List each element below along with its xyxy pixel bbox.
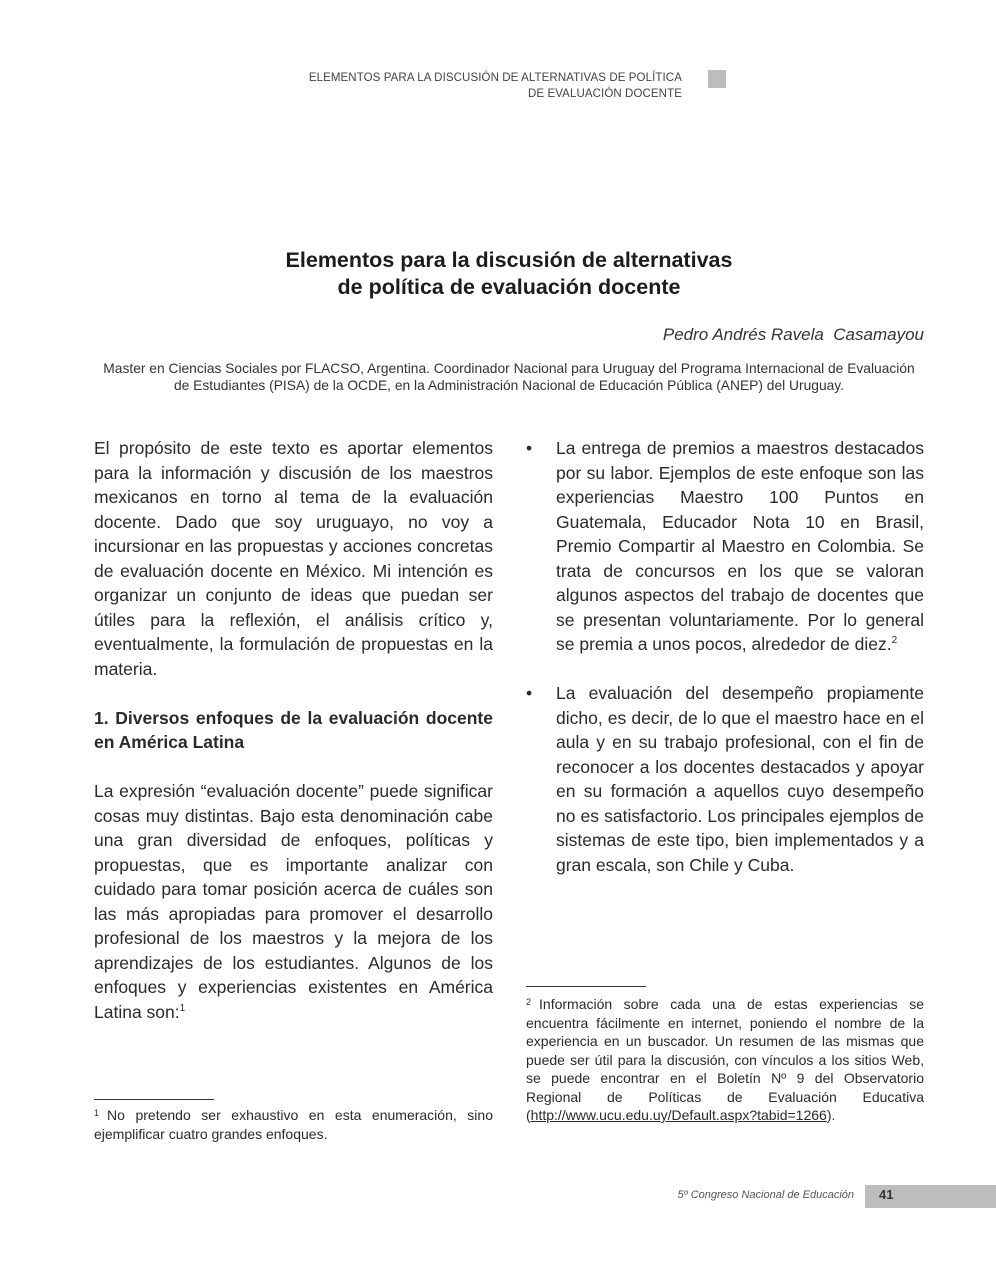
bullet-point: •	[526, 438, 533, 458]
page-number: 41	[879, 1187, 894, 1202]
footnote-ref-1[interactable]: 1	[179, 1002, 186, 1014]
author-name: Pedro Andrés Ravela Casamayou	[662, 325, 924, 344]
list-item	[526, 436, 924, 657]
list-item-text: La evaluación del desempeño propiamente dicho, es decir, de lo que el maestro hace en el aula y en su trabajo profesional, con el fin de reconocer a los docentes destacados y apoyar en su formación a aquellos cuyo desempeño no es satisfactorio. Los principales ejemplos de sistemas de este tipo, bien implementados y a gran escala, son Chile y Cuba.	[556, 683, 924, 875]
footnote-1-text: No pretendo ser exhaustivo en esta enumeración, sino ejemplificar cuatro grandes enfoques.	[94, 1107, 493, 1142]
header-square-decoration	[708, 70, 726, 88]
footnote-divider	[526, 986, 646, 987]
article-title	[94, 247, 924, 301]
footnote-2-mark: 2	[526, 997, 532, 1007]
footnote-1	[94, 1104, 493, 1143]
running-header-line1: ELEMENTOS PARA LA DISCUSIÓN DE ALTERNATIVAS DE POLÍTICA	[308, 72, 682, 84]
author-affiliation: Master en Ciencias Sociales por FLACSO, Argentina. Coordinador Nacional para Uruguay del Programa Internacional de Evaluación de Estudiantes (PISA) de la OCDE, en la Administración Nacional de Educación Pública (ANEP) del Uruguay.	[103, 361, 915, 393]
left-column	[94, 436, 493, 1024]
intro-paragraph: El propósito de este texto es aportar elementos para la información y discusión de los maestros mexicanos en torno al tema de la evaluación docente. Dado que soy uruguayo, no voy a incursionar en las propuestas y acciones concretas de evaluación docente en México. Mi intención es organizar un conjunto de ideas que puedan ser útiles para la reflexión, el análisis crítico y, eventualmente, la formulación de propuestas en la materia.	[94, 438, 493, 679]
section-heading: 1. Diversos enfoques de la evaluación docente en América Latina	[94, 707, 493, 752]
footnote-2-text: Información sobre cada una de estas experiencias se encuentra fácilmente en internet, poniendo el nombre de la experiencia en un buscador. Un resumen de las mismas que puede ser útil para la discusión, con vínculos a los sitios Web, se puede encontrar en el Boletín Nº 9 del Observatorio Regional de Políticas de Evaluación Educativa (	[526, 996, 924, 1123]
article-title-line2: de política de evaluación docente	[337, 275, 681, 299]
list-item	[526, 681, 924, 877]
running-header	[182, 70, 682, 102]
right-column	[526, 436, 924, 877]
section-paragraph-text: La expresión “evaluación docente” puede significar cosas muy distintas. Bajo esta denominación cabe una gran diversidad de enfoques, políticas y propuestas, que es importante analizar con cuidado para tomar posición acerca de cuáles son las más apropiadas para promover el desarrollo profesional de los maestros y la mejora de los aprendizajes de los estudiantes. Algunos de los enfoques y experiencias existentes en América Latina son:	[94, 781, 493, 1022]
footnote-2	[526, 993, 924, 1125]
running-header-line2: DE EVALUACIÓN DOCENTE	[528, 88, 682, 100]
article-title-line1: Elementos para la discusión de alternativas	[285, 248, 733, 272]
bullet-point: •	[526, 683, 533, 703]
footer-conference: 5º Congreso Nacional de Educación	[677, 1189, 854, 1201]
footnote-divider	[94, 1099, 214, 1100]
footnote-ref-2[interactable]: 2	[891, 635, 898, 646]
section-paragraph	[94, 779, 493, 1024]
footnote-2-end: ).	[826, 1107, 836, 1123]
footnote-2-link[interactable]: http://www.ucu.edu.uy/Default.aspx?tabid=1266	[530, 1107, 827, 1123]
footnote-1-mark: 1	[94, 1108, 100, 1118]
list-item-text: La entrega de premios a maestros destacados por su labor. Ejemplos de este enfoque son las experiencias Maestro 100 Puntos en Guatemala, Educador Nota 10 en Brasil, Premio Compartir al Maestro en Colombia. Se trata de concursos en los que se valoran algunos aspectos del trabajo de docentes que se presentan voluntariamente. Por lo general se premia a unos pocos, alrededor de diez.	[556, 438, 924, 654]
